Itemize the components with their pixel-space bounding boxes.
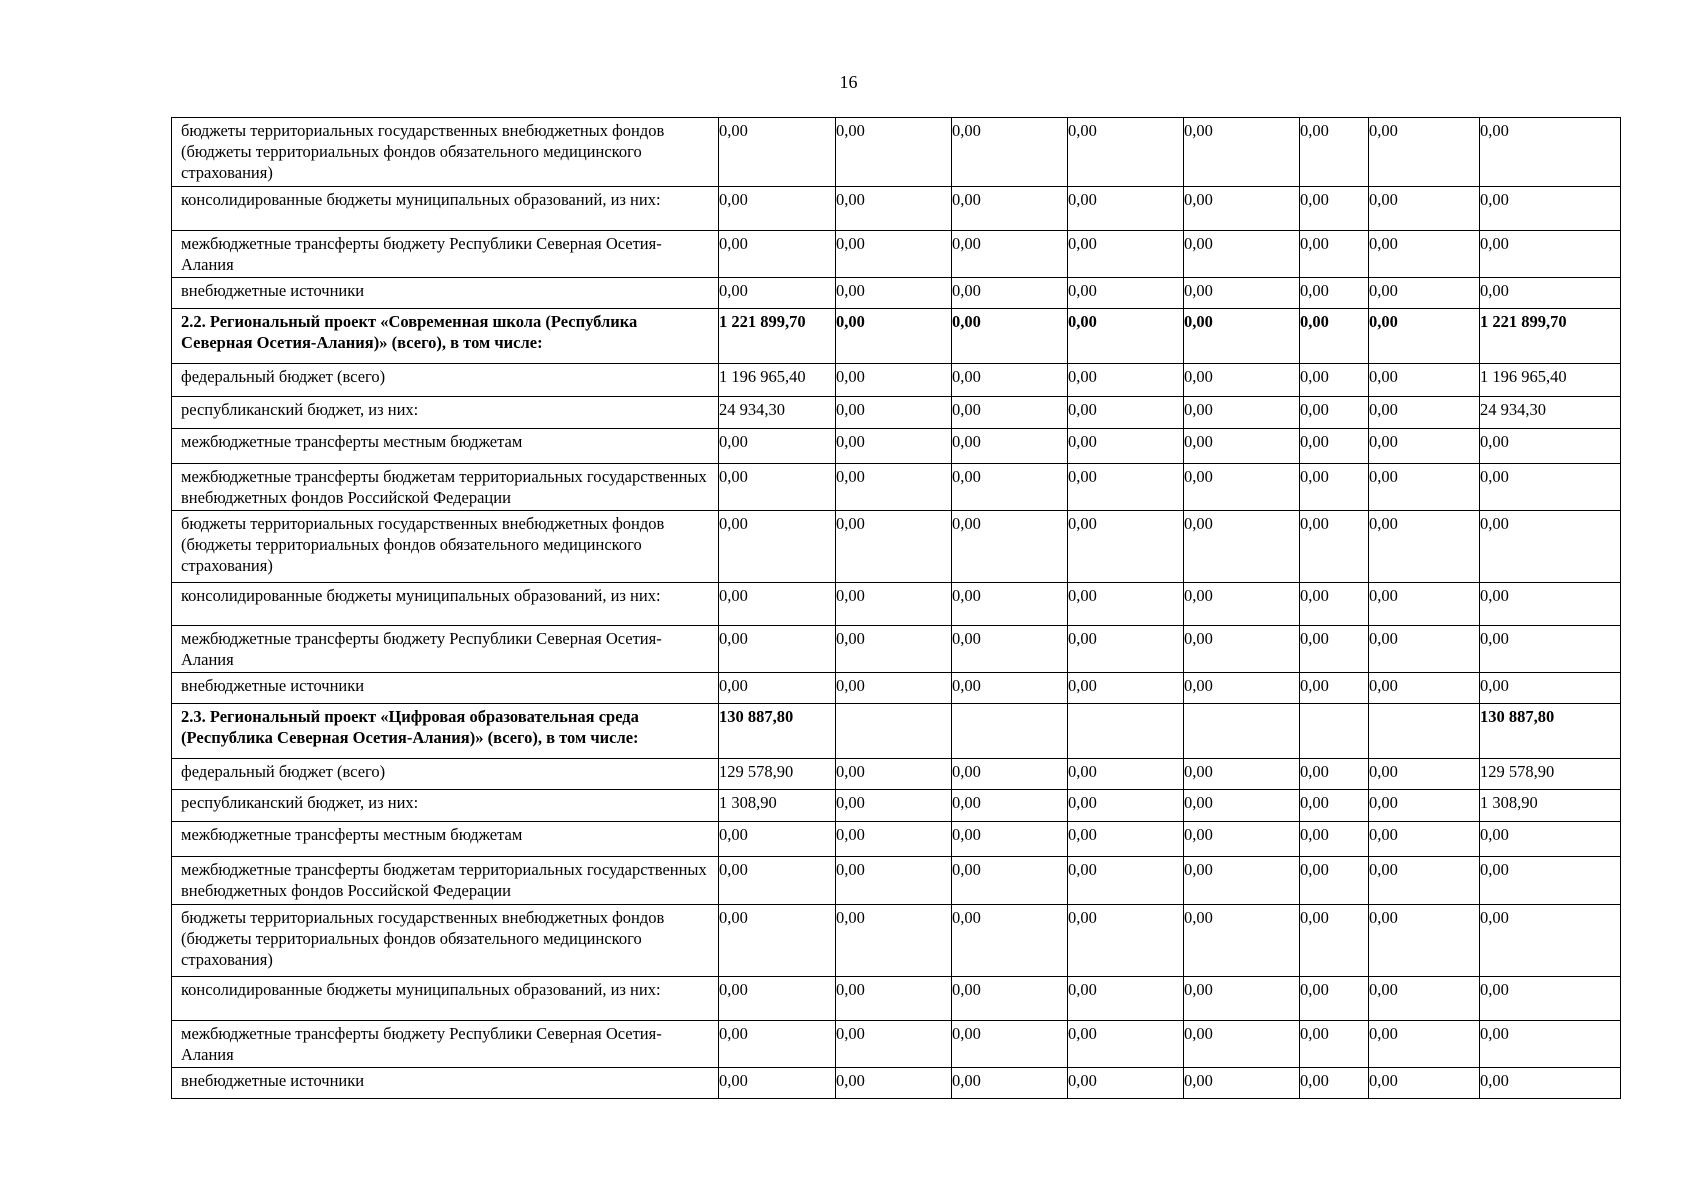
value-cell: 0,00: [1068, 187, 1184, 231]
value-cell: 24 934,30: [719, 397, 836, 429]
value-cell: 0,00: [836, 583, 952, 626]
row-label: межбюджетные трансферты бюджетам территориальных государственных внебюджетных фондов Российской Федерации: [172, 464, 719, 511]
value-cell: 0,00: [1480, 118, 1621, 187]
value-cell: 0,00: [719, 118, 836, 187]
value-cell: 0,00: [952, 1068, 1068, 1099]
value-cell: 0,00: [719, 583, 836, 626]
value-cell: 0,00: [952, 309, 1068, 364]
value-cell: 0,00: [1369, 511, 1480, 583]
value-cell: 0,00: [1184, 511, 1300, 583]
table-row: [172, 309, 1621, 364]
value-cell: 0,00: [1184, 977, 1300, 1021]
value-cell: 0,00: [719, 1021, 836, 1068]
value-cell: 0,00: [952, 977, 1068, 1021]
value-cell: 0,00: [1300, 905, 1369, 977]
value-cell: 0,00: [1068, 364, 1184, 397]
value-cell: 0,00: [952, 278, 1068, 309]
table-row: [172, 626, 1621, 673]
table-row: [172, 464, 1621, 511]
value-cell: 0,00: [952, 583, 1068, 626]
value-cell: 0,00: [1369, 187, 1480, 231]
value-cell: 0,00: [836, 1068, 952, 1099]
value-cell: 0,00: [1369, 759, 1480, 790]
row-label: межбюджетные трансферты бюджетам территориальных государственных внебюджетных фондов Российской Федерации: [172, 857, 719, 905]
value-cell: 0,00: [1480, 626, 1621, 673]
row-label: федеральный бюджет (всего): [172, 364, 719, 397]
value-cell: 129 578,90: [719, 759, 836, 790]
value-cell: 0,00: [719, 905, 836, 977]
value-cell: [836, 704, 952, 759]
value-cell: 0,00: [719, 429, 836, 464]
value-cell: 0,00: [1300, 309, 1369, 364]
value-cell: 0,00: [1369, 790, 1480, 822]
value-cell: 0,00: [719, 464, 836, 511]
value-cell: 0,00: [1184, 759, 1300, 790]
value-cell: 0,00: [719, 511, 836, 583]
table-row: [172, 673, 1621, 704]
value-cell: 0,00: [836, 857, 952, 905]
value-cell: 0,00: [1369, 364, 1480, 397]
value-cell: 0,00: [1300, 464, 1369, 511]
value-cell: 0,00: [1369, 1068, 1480, 1099]
value-cell: 0,00: [1480, 583, 1621, 626]
value-cell: 0,00: [1300, 364, 1369, 397]
value-cell: 0,00: [1480, 511, 1621, 583]
row-label: бюджеты территориальных государственных внебюджетных фондов (бюджеты территориальных фондов обязательного медицинского страхования): [172, 905, 719, 977]
value-cell: 1 221 899,70: [1480, 309, 1621, 364]
value-cell: 0,00: [1369, 583, 1480, 626]
value-cell: 0,00: [952, 857, 1068, 905]
value-cell: 0,00: [1300, 977, 1369, 1021]
table-row: [172, 857, 1621, 905]
value-cell: 0,00: [1480, 278, 1621, 309]
value-cell: 0,00: [1184, 1068, 1300, 1099]
value-cell: 0,00: [1068, 905, 1184, 977]
value-cell: 0,00: [719, 977, 836, 1021]
value-cell: 0,00: [1300, 429, 1369, 464]
value-cell: 0,00: [836, 905, 952, 977]
value-cell: 0,00: [1369, 977, 1480, 1021]
table-row: [172, 1068, 1621, 1099]
value-cell: 0,00: [1068, 309, 1184, 364]
value-cell: 0,00: [836, 118, 952, 187]
value-cell: 0,00: [1369, 822, 1480, 857]
value-cell: 1 221 899,70: [719, 309, 836, 364]
value-cell: 0,00: [1068, 118, 1184, 187]
value-cell: 0,00: [1300, 822, 1369, 857]
row-label: внебюджетные источники: [172, 278, 719, 309]
value-cell: 0,00: [719, 857, 836, 905]
value-cell: 0,00: [1184, 1021, 1300, 1068]
table-row: [172, 905, 1621, 977]
value-cell: 0,00: [1300, 583, 1369, 626]
value-cell: 0,00: [1369, 429, 1480, 464]
value-cell: 0,00: [1184, 309, 1300, 364]
value-cell: 0,00: [952, 759, 1068, 790]
value-cell: 0,00: [836, 429, 952, 464]
value-cell: 0,00: [1369, 857, 1480, 905]
value-cell: 0,00: [1184, 187, 1300, 231]
row-label: межбюджетные трансферты бюджету Республики Северная Осетия-Алания: [172, 1021, 719, 1068]
value-cell: 0,00: [1068, 464, 1184, 511]
value-cell: 0,00: [1480, 231, 1621, 278]
row-label: консолидированные бюджеты муниципальных образований, из них:: [172, 187, 719, 231]
table-row: [172, 822, 1621, 857]
table-row: [172, 790, 1621, 822]
value-cell: 0,00: [1068, 673, 1184, 704]
value-cell: 0,00: [952, 905, 1068, 977]
value-cell: 0,00: [836, 977, 952, 1021]
row-label: межбюджетные трансферты бюджету Республики Северная Осетия-Алания: [172, 626, 719, 673]
row-label: межбюджетные трансферты местным бюджетам: [172, 429, 719, 464]
value-cell: 0,00: [1068, 1068, 1184, 1099]
value-cell: 0,00: [1300, 790, 1369, 822]
value-cell: 0,00: [836, 364, 952, 397]
value-cell: 0,00: [836, 187, 952, 231]
value-cell: 0,00: [836, 511, 952, 583]
value-cell: 0,00: [1480, 429, 1621, 464]
value-cell: 0,00: [1068, 429, 1184, 464]
row-label: внебюджетные источники: [172, 1068, 719, 1099]
value-cell: 0,00: [952, 822, 1068, 857]
value-cell: 0,00: [1068, 1021, 1184, 1068]
value-cell: 0,00: [1068, 231, 1184, 278]
value-cell: 0,00: [1480, 977, 1621, 1021]
table-row: [172, 187, 1621, 231]
value-cell: 0,00: [1184, 397, 1300, 429]
value-cell: 0,00: [1369, 464, 1480, 511]
value-cell: 0,00: [1480, 905, 1621, 977]
value-cell: 0,00: [1300, 857, 1369, 905]
row-label: республиканский бюджет, из них:: [172, 397, 719, 429]
value-cell: [1369, 704, 1480, 759]
value-cell: 0,00: [952, 673, 1068, 704]
value-cell: 0,00: [836, 278, 952, 309]
value-cell: 0,00: [719, 626, 836, 673]
value-cell: 0,00: [1184, 231, 1300, 278]
table-row: [172, 583, 1621, 626]
value-cell: 0,00: [836, 231, 952, 278]
row-label: межбюджетные трансферты местным бюджетам: [172, 822, 719, 857]
page-number: 16: [839, 72, 858, 92]
table-row: [172, 977, 1621, 1021]
value-cell: 0,00: [1480, 673, 1621, 704]
value-cell: 0,00: [1300, 759, 1369, 790]
value-cell: 0,00: [1300, 1068, 1369, 1099]
value-cell: 0,00: [1369, 231, 1480, 278]
value-cell: 0,00: [1184, 790, 1300, 822]
value-cell: 129 578,90: [1480, 759, 1621, 790]
value-cell: 0,00: [1300, 1021, 1369, 1068]
value-cell: 0,00: [1369, 673, 1480, 704]
value-cell: 0,00: [1300, 626, 1369, 673]
value-cell: 0,00: [836, 1021, 952, 1068]
value-cell: 0,00: [719, 231, 836, 278]
value-cell: 0,00: [1369, 397, 1480, 429]
value-cell: 0,00: [1068, 397, 1184, 429]
value-cell: 0,00: [1184, 364, 1300, 397]
value-cell: 0,00: [1068, 626, 1184, 673]
value-cell: 0,00: [1068, 278, 1184, 309]
value-cell: 0,00: [719, 1068, 836, 1099]
value-cell: 0,00: [1300, 187, 1369, 231]
value-cell: 1 196 965,40: [1480, 364, 1621, 397]
value-cell: 0,00: [1480, 1021, 1621, 1068]
value-cell: 0,00: [1184, 822, 1300, 857]
table-row: [172, 429, 1621, 464]
value-cell: 1 196 965,40: [719, 364, 836, 397]
value-cell: 0,00: [1184, 626, 1300, 673]
value-cell: 0,00: [1068, 511, 1184, 583]
value-cell: 0,00: [1369, 278, 1480, 309]
value-cell: 0,00: [836, 397, 952, 429]
value-cell: 0,00: [836, 626, 952, 673]
value-cell: 0,00: [1300, 511, 1369, 583]
table-row: [172, 364, 1621, 397]
value-cell: 0,00: [952, 231, 1068, 278]
value-cell: [1184, 704, 1300, 759]
value-cell: 0,00: [1369, 626, 1480, 673]
table-row: [172, 231, 1621, 278]
value-cell: [1300, 704, 1369, 759]
value-cell: 0,00: [1300, 278, 1369, 309]
value-cell: 0,00: [836, 790, 952, 822]
value-cell: 24 934,30: [1480, 397, 1621, 429]
value-cell: 0,00: [836, 759, 952, 790]
value-cell: 0,00: [1184, 429, 1300, 464]
value-cell: 0,00: [1480, 857, 1621, 905]
row-label: федеральный бюджет (всего): [172, 759, 719, 790]
value-cell: 0,00: [952, 626, 1068, 673]
row-label: бюджеты территориальных государственных внебюджетных фондов (бюджеты территориальных фондов обязательного медицинского страхования): [172, 118, 719, 187]
value-cell: 0,00: [836, 822, 952, 857]
value-cell: 0,00: [1369, 309, 1480, 364]
budget-table: [171, 117, 1621, 1099]
value-cell: 0,00: [952, 364, 1068, 397]
value-cell: 0,00: [719, 278, 836, 309]
value-cell: 0,00: [1369, 905, 1480, 977]
row-label: республиканский бюджет, из них:: [172, 790, 719, 822]
value-cell: 0,00: [1184, 464, 1300, 511]
value-cell: 0,00: [1300, 397, 1369, 429]
table-row: [172, 397, 1621, 429]
value-cell: 130 887,80: [1480, 704, 1621, 759]
value-cell: 0,00: [1184, 857, 1300, 905]
value-cell: 0,00: [1184, 673, 1300, 704]
value-cell: 0,00: [1068, 790, 1184, 822]
value-cell: 0,00: [1184, 583, 1300, 626]
table-row: [172, 759, 1621, 790]
value-cell: 0,00: [1300, 118, 1369, 187]
value-cell: 0,00: [836, 464, 952, 511]
value-cell: 0,00: [1300, 673, 1369, 704]
value-cell: 0,00: [1480, 464, 1621, 511]
value-cell: 0,00: [1184, 905, 1300, 977]
table-row: [172, 511, 1621, 583]
value-cell: [952, 704, 1068, 759]
value-cell: 0,00: [836, 309, 952, 364]
row-label: 2.2. Региональный проект «Современная школа (Республика Северная Осетия-Алания)» (всего), в том числе:: [172, 309, 719, 364]
value-cell: 0,00: [1480, 822, 1621, 857]
value-cell: 0,00: [1480, 1068, 1621, 1099]
value-cell: 1 308,90: [719, 790, 836, 822]
value-cell: [1068, 704, 1184, 759]
row-label: консолидированные бюджеты муниципальных образований, из них:: [172, 977, 719, 1021]
value-cell: 0,00: [1369, 1021, 1480, 1068]
value-cell: 0,00: [719, 822, 836, 857]
value-cell: 0,00: [952, 429, 1068, 464]
value-cell: 0,00: [836, 673, 952, 704]
value-cell: 0,00: [952, 1021, 1068, 1068]
row-label: межбюджетные трансферты бюджету Республики Северная Осетия-Алания: [172, 231, 719, 278]
value-cell: 0,00: [952, 790, 1068, 822]
value-cell: 0,00: [1184, 118, 1300, 187]
value-cell: 130 887,80: [719, 704, 836, 759]
value-cell: 0,00: [952, 118, 1068, 187]
value-cell: 0,00: [952, 511, 1068, 583]
value-cell: 0,00: [1068, 857, 1184, 905]
value-cell: 0,00: [1068, 822, 1184, 857]
value-cell: 0,00: [952, 397, 1068, 429]
row-label: бюджеты территориальных государственных внебюджетных фондов (бюджеты территориальных фондов обязательного медицинского страхования): [172, 511, 719, 583]
value-cell: 0,00: [952, 187, 1068, 231]
value-cell: 0,00: [1068, 583, 1184, 626]
table-row: [172, 118, 1621, 187]
value-cell: 0,00: [1184, 278, 1300, 309]
value-cell: 1 308,90: [1480, 790, 1621, 822]
value-cell: 0,00: [952, 464, 1068, 511]
value-cell: 0,00: [1300, 231, 1369, 278]
value-cell: 0,00: [1068, 977, 1184, 1021]
value-cell: 0,00: [1369, 118, 1480, 187]
table-row: [172, 1021, 1621, 1068]
table-row: [172, 704, 1621, 759]
row-label: 2.3. Региональный проект «Цифровая образовательная среда (Республика Северная Осетия-Алания)» (всего), в том числе:: [172, 704, 719, 759]
value-cell: 0,00: [719, 673, 836, 704]
value-cell: 0,00: [719, 187, 836, 231]
row-label: внебюджетные источники: [172, 673, 719, 704]
value-cell: 0,00: [1068, 759, 1184, 790]
row-label: консолидированные бюджеты муниципальных образований, из них:: [172, 583, 719, 626]
table-row: [172, 278, 1621, 309]
value-cell: 0,00: [1480, 187, 1621, 231]
